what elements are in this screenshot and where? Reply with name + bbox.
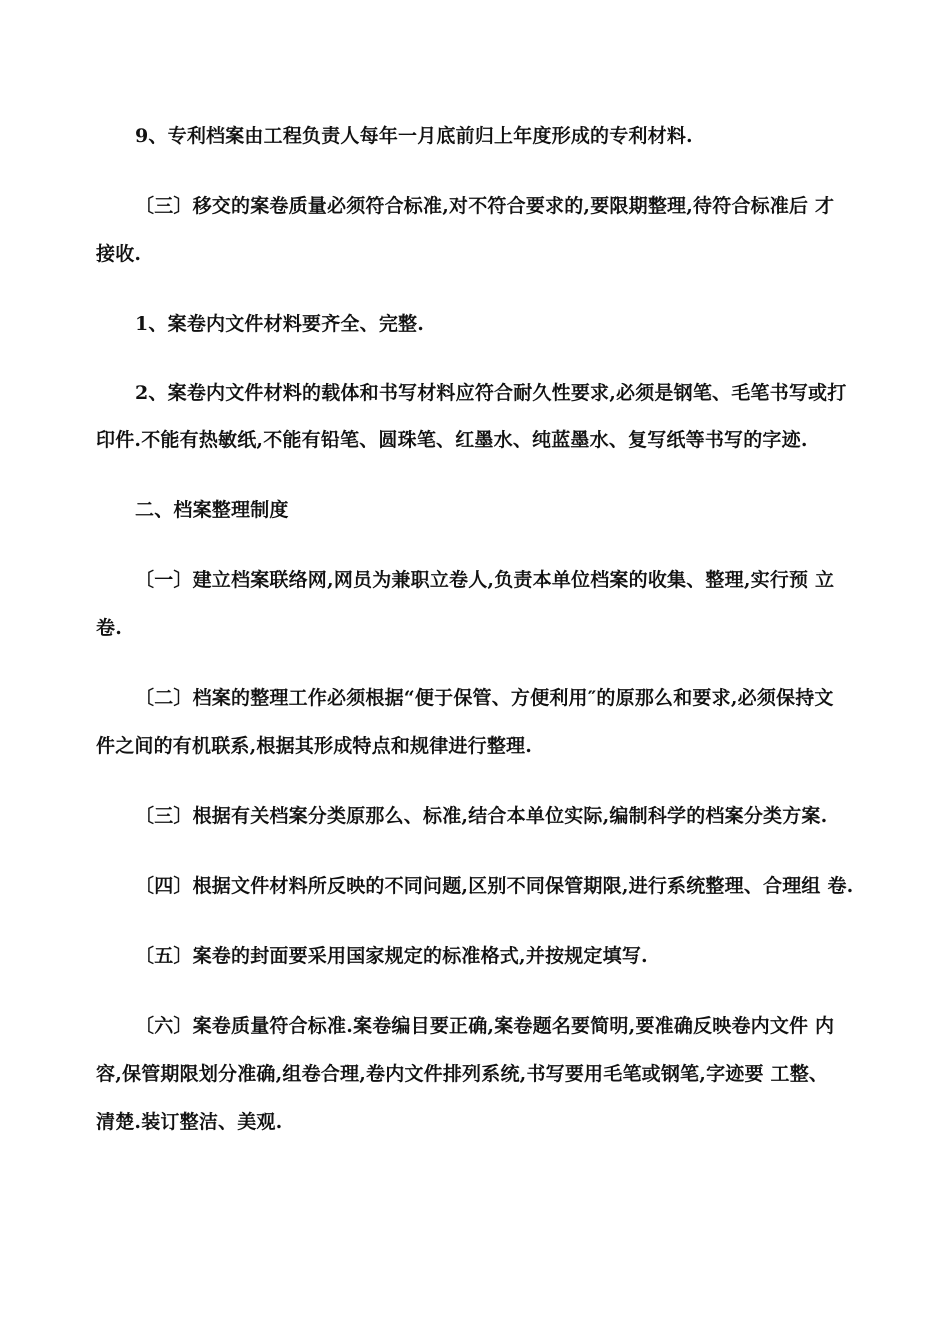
section-heading: 二、档案整理制度 <box>135 499 289 521</box>
paragraph-6-line-2: 卷. <box>96 617 123 639</box>
paragraph-1-line-1: 9、专利档案由工程负责人每年一月底前归上年度形成的专利材料. <box>135 125 693 147</box>
paragraph-2-line-2: 接收. <box>96 243 142 265</box>
paragraph-10-line-1: 〔五〕案卷的封面要采用国家规定的标准格式,并按规定填写. <box>135 945 648 967</box>
paragraph-6-line-1: 〔一〕建立档案联络网,网员为兼职立卷人,负责本单位档案的收集、整理,实行预 立 <box>135 569 835 591</box>
paragraph-4-line-2: 印件.不能有热敏纸,不能有铅笔、圆珠笔、红墨水、纯蓝墨水、复写纸等书写的字迹. <box>96 429 808 451</box>
paragraph-11-line-2: 容,保管期限划分准确,组卷合理,卷内文件排列系统,书写要用毛笔或钢笔,字迹要 工整、 <box>96 1063 829 1085</box>
paragraph-7-line-2: 件之间的有机联系,根据其形成特点和规律进行整理. <box>96 735 533 757</box>
paragraph-3-line-1: 1、案卷内文件材料要齐全、完整. <box>135 313 425 335</box>
paragraph-8-line-1: 〔三〕根据有关档案分类原那么、标准,结合本单位实际,编制科学的档案分类方案. <box>135 805 828 827</box>
paragraph-2-line-1: 〔三〕移交的案卷质量必须符合标准,对不符合要求的,要限期整理,待符合标准后 才 <box>135 195 835 217</box>
paragraph-9-line-1: 〔四〕根据文件材料所反映的不同问题,区别不同保管期限,进行系统整理、合理组 卷. <box>135 875 854 897</box>
paragraph-7-line-1: 〔二〕档案的整理工作必须根据“便于保管、方便利用″的原那么和要求,必须保持文 <box>135 687 834 709</box>
paragraph-4-line-1: 2、案卷内文件材料的载体和书写材料应符合耐久性要求,必须是钢笔、毛笔书写或打 <box>135 382 847 404</box>
paragraph-11-line-1: 〔六〕案卷质量符合标准.案卷编目要正确,案卷题名要简明,要准确反映卷内文件 内 <box>135 1015 835 1037</box>
paragraph-11-line-3: 清楚.装订整洁、美观. <box>96 1111 283 1133</box>
